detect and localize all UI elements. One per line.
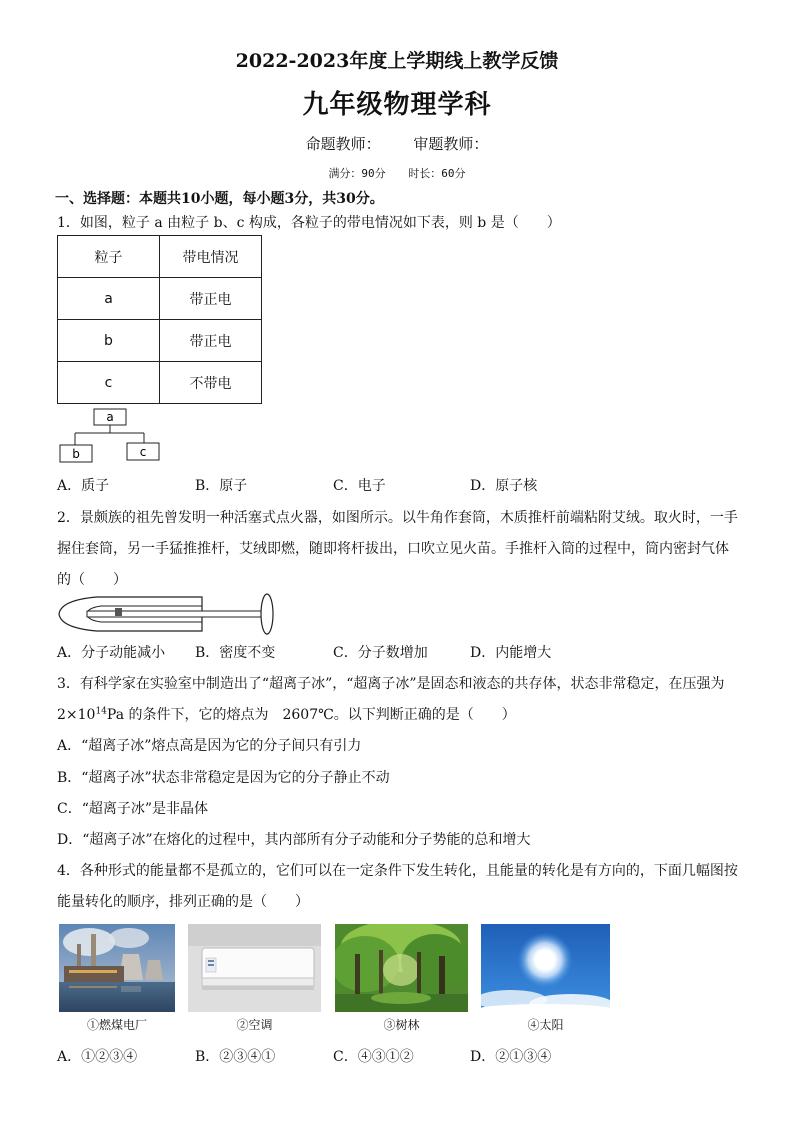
air-conditioner-image <box>188 924 321 1012</box>
q2-stem-line1: 2．景颇族的祖先曾发明一种活塞式点火器，如图所示。以牛角作套筒，木质推杆前端粘附艾绒。取火时，一手 <box>57 510 738 526</box>
proposer-label: 命题教师： <box>305 135 381 153</box>
table-cell: 带正电 <box>160 320 262 362</box>
tree-node-a: a <box>106 410 114 424</box>
section-heading: 一、选择题：本题共10小题，每小题3分，共30分。 <box>55 191 384 207</box>
sun-image <box>481 924 610 1012</box>
table-cell: b <box>58 320 160 362</box>
pressure-base: 2×10 <box>57 707 96 723</box>
teacher-line <box>0 133 794 154</box>
q1-stem: 1．如图，粒子 a 由粒子 b、c 构成，各粒子的带电情况如下表，则 b 是（ ） <box>57 215 561 231</box>
caption-coal-plant: ①燃煤电厂 <box>86 1018 147 1032</box>
table-cell: a <box>58 278 160 320</box>
tree-node-c: c <box>139 445 147 459</box>
q3-stem-rest: Pa 的条件下，它的熔点为 2607℃。以下判断正确的是（ ） <box>106 707 516 723</box>
table-cell: 带正电 <box>160 278 262 320</box>
exam-title: 2022-2023年度上学期线上教学反馈 <box>235 50 559 72</box>
q3-option-a[interactable]: A．“超离子冰”熔点高是因为它的分子间只有引力 <box>57 738 362 754</box>
time-label: 时长：60分 <box>408 167 466 180</box>
table-header: 带电情况 <box>160 236 262 278</box>
q4-option-a[interactable]: A．①②③④ <box>57 1049 138 1065</box>
q2-stem-line3: 的（ ） <box>57 572 127 588</box>
table-cell: 不带电 <box>160 362 262 404</box>
caption-forest: ③树林 <box>383 1018 420 1032</box>
q4-stem-line2: 能量转化的顺序，排列正确的是（ ） <box>57 894 309 910</box>
q1-option-d[interactable]: D．原子核 <box>470 478 538 494</box>
q3-option-c[interactable]: C．“超离子冰”是非晶体 <box>57 801 209 817</box>
caption-air-conditioner: ②空调 <box>236 1018 273 1032</box>
caption-sun: ④太阳 <box>527 1018 564 1032</box>
q3-stem-line1: 3．有科学家在实验室中制造出了“超离子冰”，“超离子冰”是固态和液态的共存体，状态非常稳定，在压强为 <box>57 676 725 692</box>
q4-option-d[interactable]: D．②①③④ <box>470 1049 552 1065</box>
q4-option-b[interactable]: B．②③④① <box>195 1049 276 1065</box>
q1-option-b[interactable]: B．原子 <box>195 478 248 494</box>
q3-option-d[interactable]: D．“超离子冰”在熔化的过程中，其内部所有分子动能和分子势能的总和增大 <box>57 832 531 848</box>
tree-node-b: b <box>72 447 80 461</box>
score-label: 满分：90分 <box>328 167 386 180</box>
table-row <box>58 320 262 362</box>
q2-option-c[interactable]: C．分子数增加 <box>333 645 428 661</box>
q1-option-c[interactable]: C．电子 <box>333 478 386 494</box>
q2-option-b[interactable]: B．密度不变 <box>195 645 276 661</box>
forest-image <box>335 924 468 1012</box>
q2-option-d[interactable]: D．内能增大 <box>470 645 552 661</box>
q2-stem-line2: 握住套筒，另一手猛推推杆，艾绒即燃，随即将杆拔出，口吹立见火苗。手推杆入筒的过程中，筒内密封气体 <box>57 541 729 557</box>
table-row <box>58 362 262 404</box>
q4-option-c[interactable]: C．④③①② <box>333 1049 414 1065</box>
table-row <box>58 278 262 320</box>
q3-stem-line2 <box>57 704 516 724</box>
subject-title: 九年级物理学科 <box>302 90 492 120</box>
q4-stem-line1: 4．各种形式的能量都不是孤立的，它们可以在一定条件下发生转化，且能量的转化是有方向的，下面几幅图按 <box>57 863 738 879</box>
table-header-row <box>58 236 262 278</box>
pressure-exponent: 14 <box>95 706 107 717</box>
q3-option-b[interactable]: B．“超离子冰”状态非常稳定是因为它的分子静止不动 <box>57 770 390 786</box>
particle-table <box>57 235 262 404</box>
reviewer-label: 审题教师： <box>413 135 489 153</box>
piston-igniter-diagram <box>57 592 279 636</box>
exam-info <box>0 165 794 181</box>
particle-tree-diagram <box>58 407 168 465</box>
q2-option-a[interactable]: A．分子动能减小 <box>57 645 166 661</box>
table-cell: c <box>58 362 160 404</box>
coal-power-plant-image <box>59 924 175 1012</box>
table-header: 粒子 <box>58 236 160 278</box>
q1-option-a[interactable]: A．质子 <box>57 478 110 494</box>
